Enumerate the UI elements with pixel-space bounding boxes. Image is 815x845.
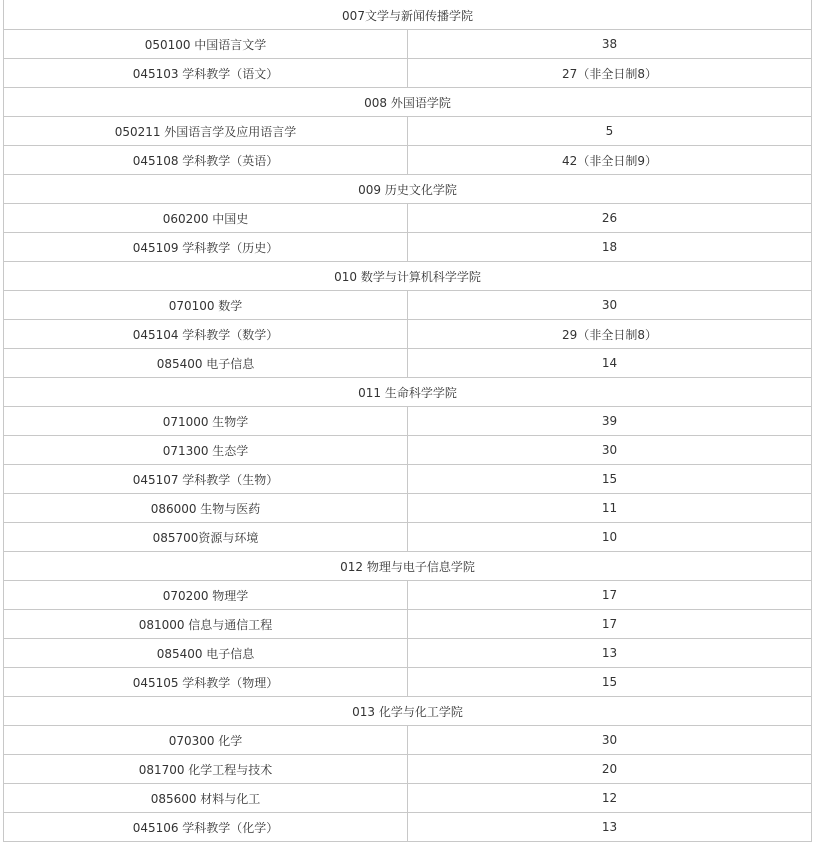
major-cell: 045109 学科教学（历史） (4, 233, 408, 262)
enrollment-count-cell: 13 (408, 813, 812, 842)
admissions-table (3, 0, 812, 842)
college-header-row (4, 175, 812, 204)
enrollment-count-cell: 15 (408, 668, 812, 697)
table-row (4, 639, 812, 668)
enrollment-count-cell: 30 (408, 726, 812, 755)
enrollment-count-cell: 27（非全日制8） (408, 59, 812, 88)
major-cell: 070200 物理学 (4, 581, 408, 610)
major-cell: 070100 数学 (4, 291, 408, 320)
table-row (4, 349, 812, 378)
enrollment-count-cell: 17 (408, 581, 812, 610)
enrollment-count-cell: 38 (408, 30, 812, 59)
college-name: 009 历史文化学院 (4, 175, 812, 204)
table-row (4, 30, 812, 59)
major-cell: 081700 化学工程与技术 (4, 755, 408, 784)
table-row (4, 726, 812, 755)
major-cell: 060200 中国史 (4, 204, 408, 233)
table-row (4, 581, 812, 610)
table-row (4, 494, 812, 523)
enrollment-count-cell: 13 (408, 639, 812, 668)
table-row (4, 233, 812, 262)
college-name: 008 外国语学院 (4, 88, 812, 117)
table-row (4, 668, 812, 697)
table-row (4, 320, 812, 349)
table-row (4, 523, 812, 552)
table-row (4, 465, 812, 494)
enrollment-count-cell: 30 (408, 291, 812, 320)
table-row (4, 407, 812, 436)
table-row (4, 59, 812, 88)
enrollment-count-cell: 42（非全日制9） (408, 146, 812, 175)
college-header-row (4, 262, 812, 291)
major-cell: 045106 学科教学（化学） (4, 813, 408, 842)
college-header-row (4, 552, 812, 581)
major-cell: 045108 学科教学（英语） (4, 146, 408, 175)
college-header-row (4, 1, 812, 30)
enrollment-count-cell: 26 (408, 204, 812, 233)
table-row (4, 784, 812, 813)
enrollment-count-cell: 10 (408, 523, 812, 552)
enrollment-count-cell: 39 (408, 407, 812, 436)
enrollment-count-cell: 5 (408, 117, 812, 146)
major-cell: 070300 化学 (4, 726, 408, 755)
enrollment-count-cell: 18 (408, 233, 812, 262)
table-row (4, 204, 812, 233)
major-cell: 085600 材料与化工 (4, 784, 408, 813)
table-row (4, 813, 812, 842)
college-name: 013 化学与化工学院 (4, 697, 812, 726)
college-header-row (4, 378, 812, 407)
table-body (4, 1, 812, 842)
major-cell: 081000 信息与通信工程 (4, 610, 408, 639)
major-cell: 045105 学科教学（物理） (4, 668, 408, 697)
college-name: 007文学与新闻传播学院 (4, 1, 812, 30)
table-row (4, 436, 812, 465)
enrollment-count-cell: 30 (408, 436, 812, 465)
major-cell: 050100 中国语言文学 (4, 30, 408, 59)
enrollment-count-cell: 15 (408, 465, 812, 494)
major-cell: 085400 电子信息 (4, 349, 408, 378)
college-name: 011 生命科学学院 (4, 378, 812, 407)
major-cell: 045104 学科教学（数学） (4, 320, 408, 349)
major-cell: 050211 外国语言学及应用语言学 (4, 117, 408, 146)
enrollment-count-cell: 29（非全日制8） (408, 320, 812, 349)
table-row (4, 146, 812, 175)
major-cell: 085700资源与环境 (4, 523, 408, 552)
major-cell: 071000 生物学 (4, 407, 408, 436)
college-header-row (4, 88, 812, 117)
major-cell: 045107 学科教学（生物） (4, 465, 408, 494)
college-name: 010 数学与计算机科学学院 (4, 262, 812, 291)
major-cell: 045103 学科教学（语文） (4, 59, 408, 88)
college-name: 012 物理与电子信息学院 (4, 552, 812, 581)
table-row (4, 755, 812, 784)
enrollment-count-cell: 17 (408, 610, 812, 639)
enrollment-count-cell: 20 (408, 755, 812, 784)
table-row (4, 291, 812, 320)
major-cell: 085400 电子信息 (4, 639, 408, 668)
major-cell: 071300 生态学 (4, 436, 408, 465)
table-row (4, 610, 812, 639)
major-cell: 086000 生物与医药 (4, 494, 408, 523)
college-header-row (4, 697, 812, 726)
enrollment-count-cell: 11 (408, 494, 812, 523)
enrollment-count-cell: 12 (408, 784, 812, 813)
enrollment-count-cell: 14 (408, 349, 812, 378)
table-row (4, 117, 812, 146)
